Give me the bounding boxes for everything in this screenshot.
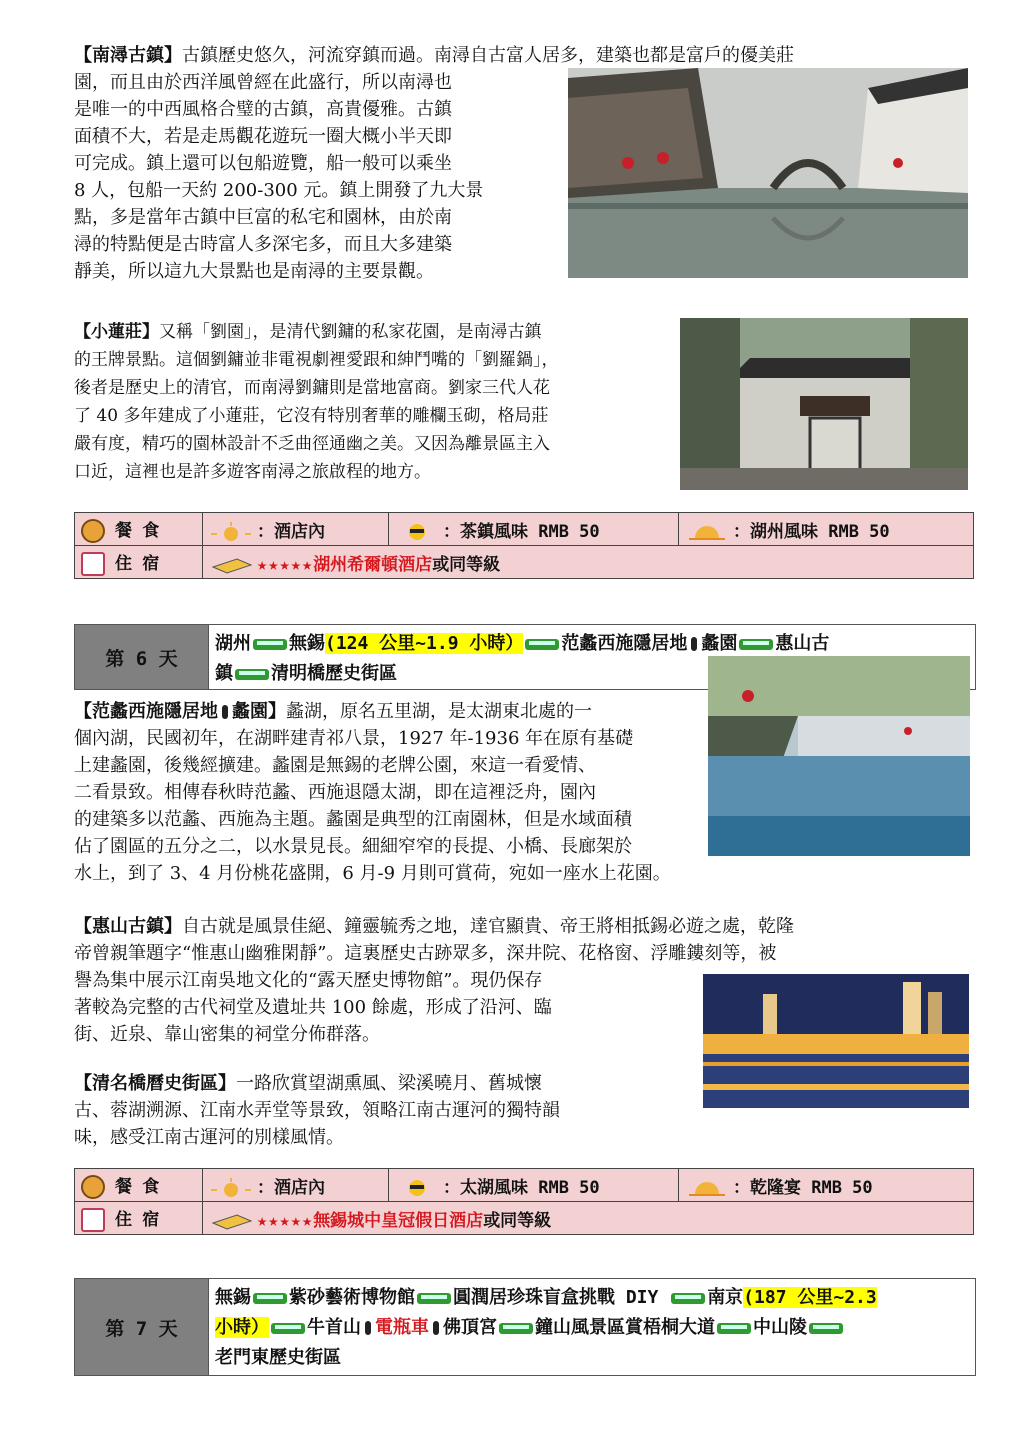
bus-icon (525, 639, 559, 650)
lotus-line: 又稱「劉園」，是清代劉鏞的私家花園，是南潯古鎮 (159, 322, 542, 342)
bus-icon (671, 1293, 705, 1304)
nanxun-canal-photo (568, 68, 968, 278)
hotel-cell (203, 1202, 974, 1235)
hotel-suffix: 或同等級 (432, 554, 501, 575)
route-stop: 鎮 (215, 663, 233, 684)
day7-route (209, 1279, 975, 1375)
day7-label: 第 7 天 (75, 1279, 209, 1375)
qingming-title: 【清名橋曆史街區】 (74, 1073, 236, 1094)
stay-label: 住 宿 (115, 553, 160, 574)
li-line: 的建築多以范蠡、西施為主題。蠡園是典型的江南園林，但是水域面積 (74, 809, 632, 830)
qingming-line: 古、蓉湖溯源、江南水弄堂等景致，領略江南古運河的獨特韻 (74, 1100, 560, 1121)
nanxun-line: 古鎮歷史悠久，河流穿鎮而過。南潯自古富人居多，建築也都是富戶的優美莊 (182, 45, 794, 66)
hotel-name: 無錫城中皇冠假日酒店 (313, 1210, 484, 1231)
li-title-2: 蠡園】 (232, 701, 286, 722)
bus-icon (253, 1293, 287, 1304)
sun-icon (685, 522, 729, 542)
sun-icon (395, 1178, 439, 1198)
nanxun-line: 可完成。鎮上還可以包船遊覽，船一般可以乘坐 (74, 153, 452, 174)
star-rating: ★★★★★ (257, 554, 314, 575)
distance-highlight: (124 公里~1.9 小時） (325, 633, 524, 654)
food-icon (81, 1175, 105, 1199)
route-stop: 無錫 (215, 1287, 251, 1308)
pin-icon (691, 637, 697, 651)
stay-label: 住 宿 (115, 1209, 160, 1230)
route-stop: 電瓶車 (375, 1317, 429, 1338)
lotus-paragraph (74, 318, 674, 486)
qingming-line: 味，感受江南古運河的別樣風情。 (74, 1127, 344, 1148)
nanxun-title: 【南潯古鎮】 (74, 45, 182, 66)
hotel-icon (209, 1211, 253, 1231)
meal-label-cell (75, 1169, 203, 1202)
route-stop: 鐘山風景區賞梧桐大道 (535, 1317, 715, 1338)
sun-icon (209, 1178, 253, 1198)
huishan-line: 帝曾親筆題字“惟惠山幽雅閑靜”。這裏歷史古跡眾多，深井院、花格窗、浮雕鏤刻等，被 (74, 943, 777, 964)
route-stop: 范蠡西施隱居地 (561, 633, 688, 654)
bus-icon (271, 1323, 305, 1334)
dinner-text: ：湖州風味 RMB 50 (733, 521, 890, 542)
lunch-cell (389, 1169, 679, 1202)
meal-row (75, 513, 974, 546)
home-icon (81, 1208, 105, 1232)
star-rating: ★★★★★ (257, 1210, 314, 1231)
stay-label-cell (75, 1202, 203, 1235)
route-stop: 清明橋歷史街區 (271, 663, 397, 684)
li-title: 【范蠡西施隱居地 (74, 701, 218, 722)
meal-label: 餐 食 (115, 520, 160, 541)
route-stop: 湖州 (215, 633, 251, 654)
huishan-line: 街、近泉、靠山密集的祠堂分佈群落。 (74, 1024, 380, 1045)
lotus-title: 【小蓮莊】 (74, 322, 159, 342)
hotel-suffix: 或同等級 (483, 1210, 552, 1231)
lunch-cell (389, 513, 679, 546)
lotus-line: 後者是歷史上的清官，而南潯劉鏞則是當地富商。劉家三代人花 (74, 378, 550, 398)
li-line: 二看景致。相傳春秋時范蠡、西施退隱太湖，即在這裡泛舟，園內 (74, 782, 596, 803)
lunch-text: ：茶鎮風味 RMB 50 (443, 521, 600, 542)
route-stop: 老門東歷史街區 (215, 1347, 341, 1368)
breakfast-text: ：酒店內 (257, 521, 325, 542)
sun-icon (209, 522, 253, 542)
li-line: 佔了園區的五分之二，以水景見長。細細窄窄的長提、小橋、長廊架於 (74, 836, 632, 857)
bus-icon (739, 639, 773, 650)
li-line: 上建蠡園，後幾經擴建。蠡園是無錫的老牌公園，來這一看愛情、 (74, 755, 596, 776)
sun-icon (685, 1178, 729, 1198)
nanxun-line: 8 人，包船一天約 200-300 元。鎮上開發了九大景 (74, 180, 484, 201)
meal-label-cell (75, 513, 203, 546)
huishan-line: 譽為集中展示江南吳地文化的“露天歷史博物館”。現仍保存 (74, 970, 543, 991)
hotel-name: 湖州希爾頓酒店 (313, 554, 433, 575)
route-stop: 紫砂藝術博物館 (289, 1287, 415, 1308)
canal-night-photo (703, 974, 969, 1108)
nanxun-line: 潯的特點便是古時富人多深宅多，而且大多建築 (74, 234, 452, 255)
lotus-line: 的王牌景點。這個劉鏞並非電視劇裡愛跟和紳鬥嘴的「劉羅鍋」， (74, 350, 559, 370)
meal-row (75, 1169, 974, 1202)
pin-icon (222, 705, 228, 719)
breakfast-cell (203, 1169, 389, 1202)
route-stop: 中山陵 (753, 1317, 807, 1338)
qingming-paragraph (74, 1070, 694, 1151)
li-line: 水上，到了 3、4 月份桃花盛開，6 月-9 月則可賞荷，宛如一座水上花園。 (74, 863, 671, 884)
bus-icon (253, 639, 287, 650)
hotel-icon (209, 555, 253, 575)
lotus-gate-photo (680, 318, 968, 490)
route-stop: 無錫 (289, 633, 325, 654)
day6-label: 第 6 天 (75, 625, 209, 689)
nanxun-line: 是唯一的中西風格合璧的古鎮，高貴優雅。古鎮 (74, 99, 452, 120)
route-stop: 牛首山 (307, 1317, 361, 1338)
li-line: 蠡湖，原名五里湖，是太湖東北處的一 (286, 701, 592, 722)
route-stop: 圓潤居珍珠盲盒挑戰 DIY (453, 1287, 670, 1308)
breakfast-text: ：酒店內 (257, 1177, 325, 1198)
pin-icon (433, 1321, 439, 1335)
day5-meal-table (74, 512, 974, 579)
lotus-line: 口近，這裡也是許多遊客南潯之旅啟程的地方。 (74, 462, 431, 482)
food-icon (81, 519, 105, 543)
huishan-line: 著較為完整的古代祠堂及遺址共 100 餘處，形成了沿河、臨 (74, 997, 552, 1018)
dinner-cell (679, 513, 974, 546)
bus-icon (417, 1293, 451, 1304)
day7-header (74, 1278, 976, 1376)
nanxun-line: 靜美，所以這九大景點也是南潯的主要景觀。 (74, 261, 434, 282)
sun-icon (395, 522, 439, 542)
route-stop: 蠡園 (701, 633, 738, 654)
li-line: 個內湖，民國初年，在湖畔建青祁八景，1927 年-1936 年在原有基礎 (74, 728, 634, 749)
distance-highlight: (187 公里~2.3 (743, 1287, 877, 1308)
lotus-line: 了 40 多年建成了小蓮莊，它沒有特別奢華的雕欄玉砌，格局莊 (74, 406, 549, 426)
huishan-title: 【惠山古鎮】 (74, 916, 182, 937)
pin-icon (365, 1321, 371, 1335)
stay-row (75, 546, 974, 579)
dinner-text: ：乾隆宴 RMB 50 (733, 1177, 873, 1198)
bus-icon (717, 1323, 751, 1334)
day6-meal-table (74, 1168, 974, 1235)
bus-icon (499, 1323, 533, 1334)
lunch-text: ：太湖風味 RMB 50 (443, 1177, 600, 1198)
route-stop: 惠山古 (775, 633, 830, 654)
breakfast-cell (203, 513, 389, 546)
dinner-cell (679, 1169, 974, 1202)
bus-icon (235, 669, 269, 680)
route-stop: 佛頂宮 (443, 1317, 497, 1338)
meal-label: 餐 食 (115, 1176, 160, 1197)
nanxun-line: 面積不大，若是走馬觀花遊玩一圈大概小半天即 (74, 126, 452, 147)
lotus-line: 嚴有度，精巧的園林設計不乏曲徑通幽之美。又因為離景區主入 (74, 434, 550, 454)
stay-label-cell (75, 546, 203, 579)
home-icon (81, 552, 105, 576)
route-stop: 南京 (707, 1287, 744, 1308)
nanxun-line: 園，而且由於西洋風曾經在此盛行，所以南潯也 (74, 72, 452, 93)
nanxun-line: 點，多是當年古鎮中巨富的私宅和園林，由於南 (74, 207, 452, 228)
qingming-line: 一路欣賞望湖熏風、梁溪曉月、舊城懷 (236, 1073, 542, 1094)
stay-row (75, 1202, 974, 1235)
bus-icon (809, 1323, 843, 1334)
hotel-cell (203, 546, 974, 579)
distance-highlight: 小時） (215, 1317, 269, 1338)
huishan-line: 自古就是風景佳絕、鐘靈毓秀之地，達官顯貴、帝王將相抵錫必遊之處，乾隆 (182, 916, 794, 937)
li-paragraph (74, 698, 774, 887)
